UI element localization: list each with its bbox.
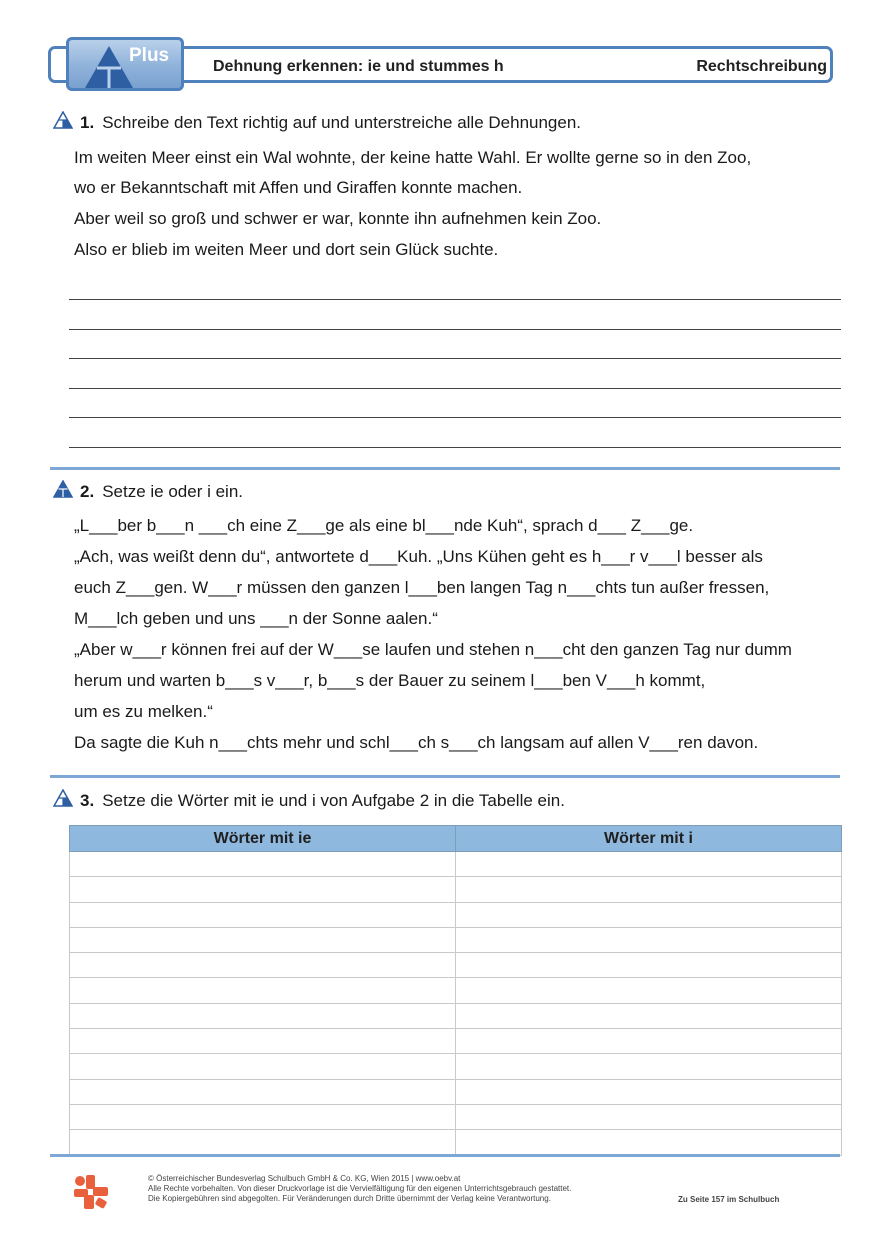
table-row (70, 1054, 842, 1079)
copyright-line: Die Kopiergebühren sind abgegolten. Für Veränderungen durch Dritte übernimmt der Verlag keine Verantwortung. (148, 1194, 551, 1203)
copyright-line: © Österreichischer Bundesverlag Schulbuch GmbH & Co. KG, Wien 2015 | www.oebv.at (148, 1174, 461, 1183)
copyright-line: Alle Rechte vorbehalten. Von dieser Druckvorlage ist die Vervielfältigung für den eigenen Unterrichtsgebrauch gestattet. (148, 1184, 572, 1193)
task2-instruction: Setze ie oder i ein. (102, 482, 243, 501)
table-cell[interactable] (456, 978, 842, 1003)
copyright-text (148, 1174, 571, 1204)
table-cell[interactable] (456, 927, 842, 952)
task2-line: um es zu melken.“ (74, 702, 213, 721)
table-cell[interactable] (456, 1054, 842, 1079)
table-cell[interactable] (70, 852, 456, 877)
table-cell[interactable] (456, 852, 842, 877)
writing-line[interactable] (69, 299, 841, 300)
task2-line: „L___ber b___n ___ch eine Z___ge als eine bl___nde Kuh“, sprach d___ Z___ge. (74, 516, 694, 535)
table-row (70, 902, 842, 927)
task2-line: M___lch geben und uns ___n der Sonne aalen.“ (74, 609, 438, 628)
task1-instruction: Schreibe den Text richtig auf und unterstreiche alle Dehnungen. (102, 113, 582, 132)
table-cell[interactable] (456, 1104, 842, 1129)
plus-logo (66, 37, 184, 91)
table-row (70, 877, 842, 902)
table-cell[interactable] (70, 1079, 456, 1104)
section-divider (50, 775, 840, 778)
table-cell[interactable] (456, 1029, 842, 1054)
table-cell[interactable] (70, 978, 456, 1003)
task3-title (80, 791, 565, 811)
page-reference: Zu Seite 157 im Schulbuch (678, 1195, 780, 1204)
table-cell[interactable] (70, 902, 456, 927)
table-cell[interactable] (456, 953, 842, 978)
task3-instruction: Setze die Wörter mit ie und i von Aufgabe 2 in die Tabelle ein. (102, 791, 565, 810)
publisher-logo-icon (72, 1173, 110, 1211)
table-cell[interactable] (70, 1130, 456, 1155)
pyramid-level-icon (53, 789, 73, 807)
table-row (70, 1130, 842, 1155)
section-divider (50, 467, 840, 470)
table-row (70, 1104, 842, 1129)
task2-number: 2. (80, 482, 95, 501)
task2-line: „Ach, was weißt denn du“, antwortete d___Kuh. „Uns Kühen geht es h___r v___l besser als (74, 547, 763, 566)
pyramid-logo-icon (83, 44, 135, 90)
table-row (70, 1079, 842, 1104)
writing-line[interactable] (69, 358, 841, 359)
word-table (69, 825, 842, 1156)
table-cell[interactable] (70, 877, 456, 902)
table-row (70, 927, 842, 952)
task2-line: „Aber w___r können frei auf der W___se laufen und stehen n___cht den ganzen Tag nur dumm (74, 640, 792, 659)
pyramid-level-icon (53, 111, 73, 129)
table-cell[interactable] (456, 902, 842, 927)
writing-line[interactable] (69, 417, 841, 418)
table-cell[interactable] (70, 953, 456, 978)
task1-title (80, 113, 581, 133)
table-cell[interactable] (70, 927, 456, 952)
table-cell[interactable] (70, 1104, 456, 1129)
logo-text: Plus (129, 45, 170, 66)
table-row (70, 978, 842, 1003)
task1-line: Aber weil so groß und schwer er war, konnte ihn aufnehmen kein Zoo. (74, 209, 602, 228)
table-row (70, 852, 842, 877)
table-cell[interactable] (70, 1029, 456, 1054)
column-header-ie: Wörter mit ie (70, 826, 456, 852)
table-row (70, 953, 842, 978)
table-cell[interactable] (70, 1054, 456, 1079)
page-title: Dehnung erkennen: ie und stummes h (213, 58, 504, 75)
pyramid-level-icon (53, 480, 73, 498)
task1-line: Im weiten Meer einst ein Wal wohnte, der keine hatte Wahl. Er wollte gerne so in den Zoo, (74, 148, 752, 167)
writing-line[interactable] (69, 329, 841, 330)
task3-number: 3. (80, 791, 95, 810)
task2-title (80, 482, 243, 502)
table-cell[interactable] (70, 1003, 456, 1028)
task1-line: Also er blieb im weiten Meer und dort sein Glück suchte. (74, 240, 499, 259)
table-cell[interactable] (456, 1130, 842, 1155)
task2-line: herum und warten b___s v___r, b___s der Bauer zu seinem l___ben V___h kommt, (74, 671, 706, 690)
table-cell[interactable] (456, 1003, 842, 1028)
task2-line: Da sagte die Kuh n___chts mehr und schl___ch s___ch langsam auf allen V___ren davon. (74, 733, 759, 752)
task2-line: euch Z___gen. W___r müssen den ganzen l___ben langen Tag n___chts tun außer fressen, (74, 578, 770, 597)
task1-line: wo er Bekanntschaft mit Affen und Giraffen konnte machen. (74, 178, 523, 197)
table-cell[interactable] (456, 877, 842, 902)
writing-line[interactable] (69, 447, 841, 448)
task1-number: 1. (80, 113, 95, 132)
subject-label: Rechtschreibung (696, 58, 827, 75)
table-row (70, 1029, 842, 1054)
table-row (70, 1003, 842, 1028)
column-header-i: Wörter mit i (456, 826, 842, 852)
writing-line[interactable] (69, 388, 841, 389)
table-cell[interactable] (456, 1079, 842, 1104)
footer-divider (50, 1154, 840, 1157)
